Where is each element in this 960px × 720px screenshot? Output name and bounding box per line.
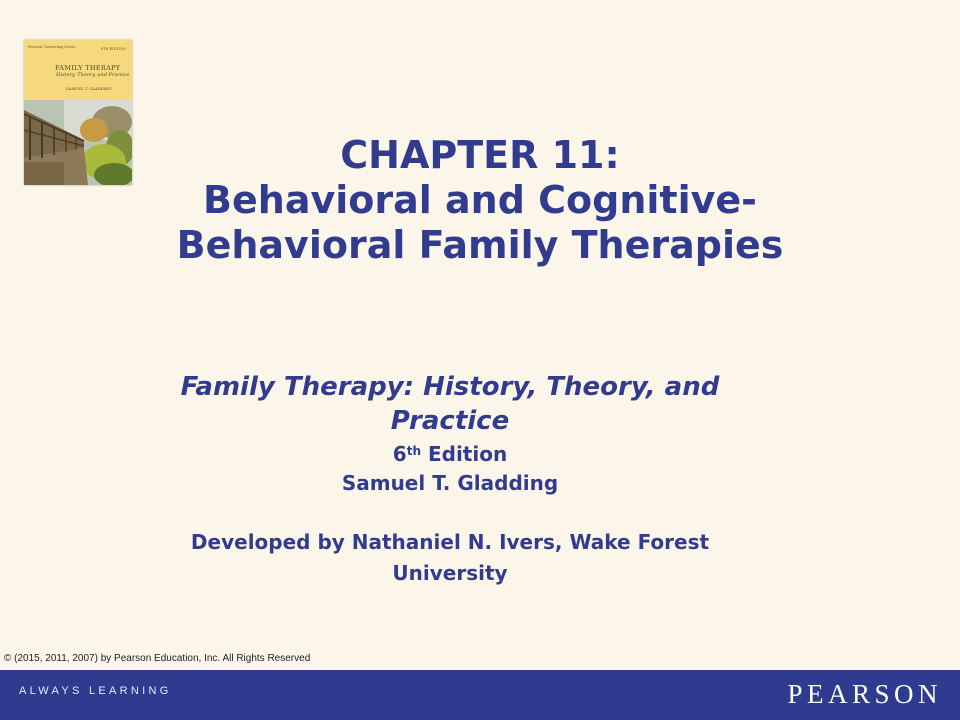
book-title-line1: Family Therapy: History, Theory, and [180,372,720,402]
edition-number: 6 [392,442,407,466]
edition-label [80,436,820,469]
chapter-number: CHAPTER 11: [340,133,620,177]
footer-bar [0,670,960,720]
edition-suffix: th [406,444,421,458]
footer-tagline: ALWAYS LEARNING [19,685,172,697]
copyright-notice: © (2015, 2011, 2007) by Pearson Education, Inc. All Rights Reserved [4,653,311,664]
book-title-line2: Practice [390,406,510,436]
chapter-name-line2: Behavioral Family Therapies [176,223,784,267]
cover-edition-text: 6TH EDITION [100,47,126,51]
cover-subtitle: History, Theory, and Practice [56,72,130,78]
developer-line1: Developed by Nathaniel N. Ivers, Wake Forest [190,530,710,554]
developer-credit [80,527,820,589]
pearson-logo: PEARSON [787,679,942,709]
cover-title: FAMILY THERAPY [55,64,121,72]
edition-word: Edition [421,442,508,466]
chapter-name-line1: Behavioral and Cognitive- [203,178,757,222]
book-author: Samuel T. Gladding [341,471,559,495]
cover-series-text: Pearson Counseling Series [28,45,76,49]
book-info [80,370,820,589]
book-title [80,370,820,438]
developer-line2: University [392,561,508,585]
cover-author: SAMUEL T. GLADDING [66,86,112,91]
cover-title-panel [24,40,132,100]
chapter-title [80,133,880,268]
